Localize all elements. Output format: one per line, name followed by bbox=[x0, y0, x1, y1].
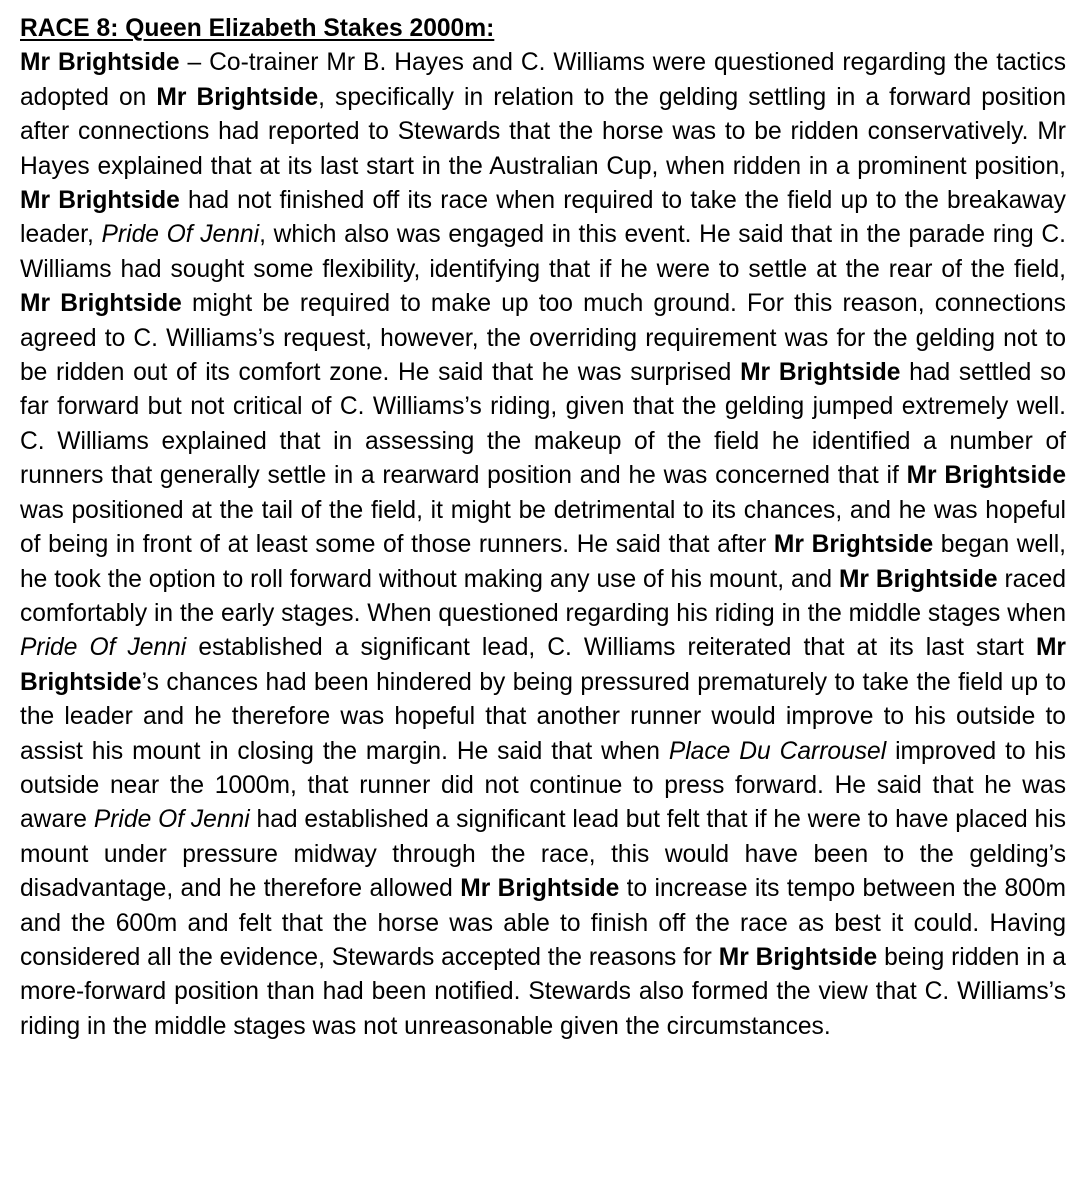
horse-name-italic: Pride Of Jenni bbox=[20, 634, 187, 662]
report-text: , specifically in relation to the gelding settling in a forward position after connections had reported to Stewards that the horse was to be ridden conservatively. Mr Hayes explained that at its last start in the Australian Cup, when ridden in a prominent position, bbox=[20, 83, 1067, 180]
report-text: was positioned at the tail of the field, it might be detrimental to its chances, and he was hopeful of being in front of at least some of those runners. He said that after bbox=[20, 496, 1066, 559]
horse-name-bold: Mr Brightside bbox=[20, 49, 180, 77]
report-text: – Co-trainer Mr B. Hayes and C. Williams were questioned regarding the tactics adopted on bbox=[20, 49, 1066, 111]
report-text: raced comfortably in the early stages. When questioned regarding his riding in the middle stages when bbox=[20, 565, 1066, 627]
report-text: had established a significant lead but felt that if he were to have placed his mount under pressure midway through the race, this would have been to the gelding’s disadvantage, and he therefore allowed bbox=[20, 806, 1066, 903]
horse-name-bold: Mr Brightside bbox=[20, 187, 180, 215]
report-text: established a significant lead, C. Williams reiterated that at its last start bbox=[186, 634, 1036, 662]
horse-name-bold: Mr Brightside bbox=[838, 565, 998, 593]
report-text: , which also was engaged in this event. He said that in the parade ring C. Williams had sought some flexibility, identifying that if he were to settle at the rear of the field, bbox=[20, 221, 1066, 283]
stewards-report bbox=[20, 12, 1066, 1044]
horse-name-bold: Mr Brightside bbox=[20, 634, 1066, 696]
report-text: being ridden in a more-forward position than had been notified. Stewards also formed the view that C. Williams’s riding in the middle stages was not unreasonable given the circumstances. bbox=[20, 943, 1066, 1040]
horse-name-bold: Mr Brightside bbox=[156, 83, 319, 111]
horse-name-italic: Pride Of Jenni bbox=[101, 221, 260, 249]
horse-name-bold: Mr Brightside bbox=[773, 531, 934, 559]
horse-name-bold: Mr Brightside bbox=[740, 359, 901, 387]
report-text: began well, he took the option to roll forward without making any use of his mount, and bbox=[20, 531, 1066, 593]
race-heading: RACE 8: Queen Elizabeth Stakes 2000m: bbox=[20, 15, 495, 42]
report-text: ’s chances had been hindered by being pressured prematurely to take the field up to the leader and he therefore was hopeful that another runner would improve to his outside to assist his mount in closing the margin. He said that when bbox=[20, 668, 1066, 765]
report-text: improved to his outside near the 1000m, that runner did not continue to press forward. He said that he was aware bbox=[20, 737, 1066, 834]
horse-name-italic: Pride Of Jenni bbox=[93, 806, 250, 834]
report-text: had settled so far forward but not critical of C. Williams’s riding, given that the gelding jumped extremely well. C. Williams explained that in assessing the makeup of the field he identified a number of runners that generally settle in a rearward position and he was concerned that if bbox=[20, 359, 1066, 490]
report-text: to increase its tempo between the 800m and the 600m and felt that the horse was able to finish off the race as best it could. Having considered all the evidence, Stewards accepted the reasons for bbox=[20, 875, 1066, 971]
horse-name-bold: Mr Brightside bbox=[460, 875, 620, 903]
race-report-paragraph bbox=[20, 46, 1066, 1044]
horse-name-bold: Mr Brightside bbox=[718, 943, 878, 971]
report-text: might be required to make up too much ground. For this reason, connections agreed to C. Williams’s request, however, the overriding requirement was for the gelding not to be ridden out of its comfort zone. He said that he was surprised bbox=[20, 290, 1066, 387]
horse-name-italic: Place Du Carrousel bbox=[668, 737, 887, 765]
horse-name-bold: Mr Brightside bbox=[906, 462, 1066, 490]
report-text: had not finished off its race when required to take the field up to the breakaway leader, bbox=[20, 187, 1066, 249]
horse-name-bold: Mr Brightside bbox=[20, 290, 182, 318]
